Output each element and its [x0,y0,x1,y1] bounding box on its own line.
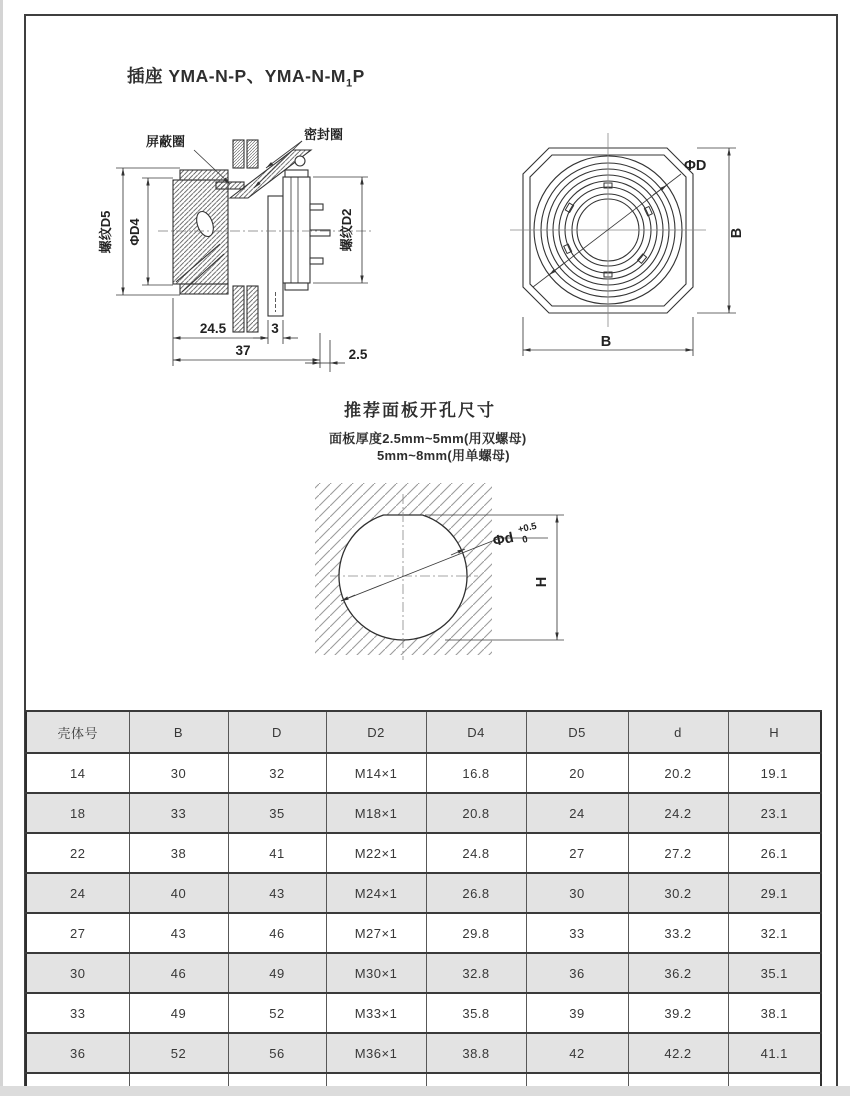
table-cell: 30 [26,953,129,993]
table-cell: 29.8 [426,913,526,953]
table-row [26,753,821,793]
table-cell: 26.1 [728,833,821,873]
table-cell: 30 [129,753,228,793]
table-row [26,873,821,913]
table-cell: 46 [129,953,228,993]
shield-ring-label: 屏蔽圈 [146,134,186,149]
seal-ring-label: 密封圈 [304,127,344,142]
panel-cutout-heading: 推荐面板开孔尺寸 [344,401,496,420]
table-cell: 32.8 [426,953,526,993]
table-cell: 20 [526,753,628,793]
dia-d-tol-upper: +0.5 [517,520,538,536]
table-cell: 24.2 [628,793,728,833]
table-cell: M22×1 [326,833,426,873]
table-cell: M30×1 [326,953,426,993]
shield-ring-section [216,182,244,189]
table-cell: 30 [526,873,628,913]
table-cell: 33 [129,793,228,833]
table-cell: 35.1 [728,953,821,993]
column-header: D2 [326,711,426,753]
table-cell: 26.8 [426,873,526,913]
dia-d-label: ΦD [684,158,707,174]
table-row [26,793,821,833]
table-cell: M24×1 [326,873,426,913]
table-cell: 22 [26,833,129,873]
page-title-subscript: 1 [345,77,353,90]
table-cell: 32.1 [728,913,821,953]
table-row [26,913,821,953]
table-cell: 30.2 [628,873,728,913]
panel-thickness-note-line1: 面板厚度2.5mm~5mm(用双螺母) [329,431,527,446]
contact-pin [310,258,323,264]
table-cell: 27 [526,833,628,873]
column-header: B [129,711,228,753]
table-cell: 52 [129,1033,228,1073]
table-cell: 33.2 [628,913,728,953]
table-cell: 32 [228,753,326,793]
table-row [26,953,821,993]
table-cell: 19.1 [728,753,821,793]
table-cell: 33 [26,993,129,1033]
column-header: d [628,711,728,753]
table-header-row [26,711,821,753]
table-row [26,1033,821,1073]
table-cell: 38.8 [426,1033,526,1073]
thread-crest-bottom [180,284,228,294]
rear-shell-step-bottom [285,283,308,290]
table-cell: 49 [228,953,326,993]
column-header: H [728,711,821,753]
cross-section-dimensions [116,141,368,372]
table-cell: M33×1 [326,993,426,1033]
table-cell: 43 [228,873,326,913]
table-row [26,993,821,1033]
table-cell: 36 [526,953,628,993]
rear-shell [283,177,310,283]
thread-d5-label: 螺纹D5 [98,210,113,254]
dim-24-5: 24.5 [199,321,227,336]
table-cell: 35.8 [426,993,526,1033]
table-cell: 24 [526,793,628,833]
nut-section-upper-left [233,140,244,168]
table-cell: 40 [129,873,228,913]
table-cell: 36.2 [628,953,728,993]
page-title-prefix: 插座 YMA-N-P、YMA-N-M [127,66,346,86]
table-cell: M36×1 [326,1033,426,1073]
nut-section-upper-right [247,140,258,168]
scan-edge-artifact-bottom [0,1086,850,1096]
contact-pin [310,204,323,210]
table-cell: 24.8 [426,833,526,873]
table-cell: 46 [228,913,326,953]
nut-section-lower-left [233,286,244,332]
table-cell: 18 [26,793,129,833]
table-cell: M27×1 [326,913,426,953]
table-cell: M18×1 [326,793,426,833]
nut-section-lower-right [247,286,258,332]
table-cell: 27.2 [628,833,728,873]
table-cell: 39.2 [628,993,728,1033]
b-side-label: B [729,227,745,239]
seal-ring-section [295,156,305,166]
dim-2-5: 2.5 [348,347,368,362]
dia-d-tol-lower: 0 [521,533,529,546]
table-cell: 42.2 [628,1033,728,1073]
thread-d2-label: 螺纹D2 [339,208,354,252]
rear-shell-step-top [285,170,308,177]
table-cell: 24 [26,873,129,913]
table-cell: 23.1 [728,793,821,833]
table-cell: 41.1 [728,1033,821,1073]
panel-cutout-view [315,483,492,660]
table-cell: 43 [129,913,228,953]
column-header: D [228,711,326,753]
table-body [26,753,821,1096]
table-cell: 20.8 [426,793,526,833]
table-cell: 41 [228,833,326,873]
dim-37: 37 [235,343,251,358]
column-header: D5 [526,711,628,753]
table-cell: 39 [526,993,628,1033]
table-cell: 14 [26,753,129,793]
dia-d4-label: ΦD4 [127,218,142,246]
b-bottom-label: B [600,334,612,350]
column-header: D4 [426,711,526,753]
h-label: H [534,576,550,588]
panel-thickness-note-line2: 5mm~8mm(用单螺母) [377,448,510,463]
table-cell: 20.2 [628,753,728,793]
table-cell: 49 [129,993,228,1033]
table-cell: 56 [228,1033,326,1073]
dia-d-tolerance-label [491,521,541,552]
table-cell: 16.8 [426,753,526,793]
table-cell: M14×1 [326,753,426,793]
table-cell: 33 [526,913,628,953]
dimension-table [25,710,822,1096]
table-cell: 29.1 [728,873,821,913]
table-row [26,833,821,873]
dia-d-small-base: Φd [491,529,516,550]
dimension-table-wrap [25,710,820,1096]
table-cell: 52 [228,993,326,1033]
page-title-suffix: P [352,66,365,86]
table-cell: 27 [26,913,129,953]
column-header: 壳体号 [26,711,129,753]
table-cell: 38 [129,833,228,873]
dim-3: 3 [271,321,279,336]
table-cell: 36 [26,1033,129,1073]
table-cell: 38.1 [728,993,821,1033]
table-cell: 35 [228,793,326,833]
table-cell: 42 [526,1033,628,1073]
